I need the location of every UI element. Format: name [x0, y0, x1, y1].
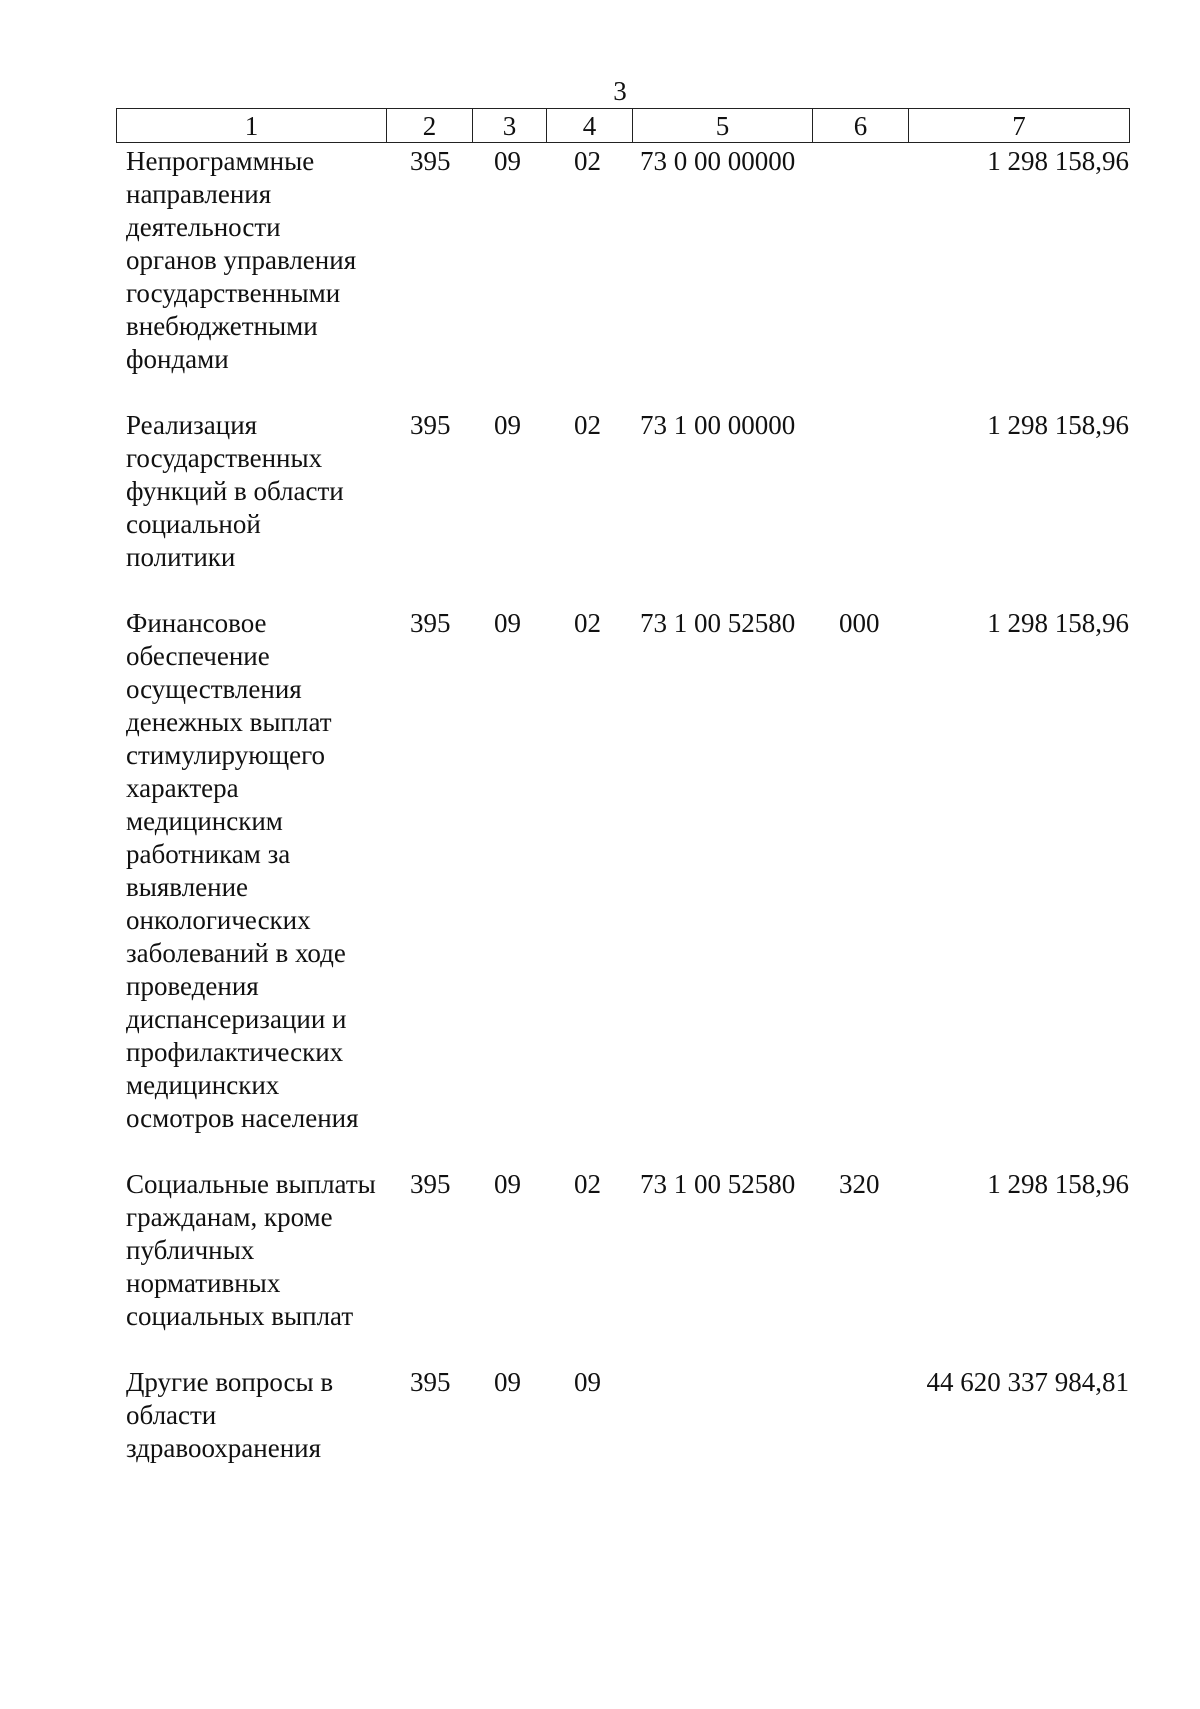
column-header-4: 4 — [547, 109, 633, 143]
row-code-3: 09 — [494, 410, 521, 440]
table-row — [116, 1366, 1129, 1465]
row-code-2: 395 — [410, 1169, 451, 1199]
row-amount: 44 620 337 984,81 — [926, 1367, 1129, 1397]
row-code-2: 395 — [410, 410, 451, 440]
row-code-5: 73 0 00 00000 — [640, 146, 796, 176]
row-code-5: 73 1 00 52580 — [640, 608, 796, 638]
row-amount: 1 298 158,96 — [987, 608, 1129, 638]
row-name: Другие вопросы в области здравоохранения — [126, 1367, 334, 1463]
table-body — [116, 145, 1129, 1498]
column-header-1: 1 — [117, 109, 387, 143]
row-code-4: 02 — [574, 410, 601, 440]
column-header-3: 3 — [473, 109, 547, 143]
row-code-6: 000 — [839, 608, 880, 638]
row-amount: 1 298 158,96 — [987, 1169, 1129, 1199]
row-code-4: 02 — [574, 1169, 601, 1199]
row-amount: 1 298 158,96 — [987, 410, 1129, 440]
row-name: Финансовое обеспечение осуществления денежных выплат стимулирующего характера медицинским работникам за выявление онкологических заболеваний в ходе проведения диспансеризации и профилактических медицинских осмотров населения — [126, 608, 359, 1133]
column-header-7: 7 — [909, 109, 1130, 143]
table-row — [116, 1168, 1129, 1333]
row-amount: 1 298 158,96 — [987, 146, 1129, 176]
row-code-5: 73 1 00 00000 — [640, 410, 796, 440]
table-row — [116, 145, 1129, 376]
row-code-2: 395 — [410, 1367, 451, 1397]
column-header-table — [116, 108, 1130, 143]
row-code-3: 09 — [494, 608, 521, 638]
row-name: Непрограммные направления деятельности органов управления государственными внебюджетными фондами — [126, 146, 357, 374]
table-row — [116, 409, 1129, 574]
row-name: Социальные выплаты гражданам, кроме публичных нормативных социальных выплат — [126, 1169, 376, 1331]
row-code-2: 395 — [410, 146, 451, 176]
row-code-5: 73 1 00 52580 — [640, 1169, 796, 1199]
row-code-2: 395 — [410, 608, 451, 638]
column-header-6: 6 — [813, 109, 909, 143]
row-code-3: 09 — [494, 1367, 521, 1397]
table-row — [116, 607, 1129, 1135]
row-code-6: 320 — [839, 1169, 880, 1199]
row-code-3: 09 — [494, 1169, 521, 1199]
column-header-2: 2 — [387, 109, 473, 143]
row-code-4: 02 — [574, 608, 601, 638]
page-number: 3 — [613, 76, 627, 106]
column-header-row — [117, 109, 1130, 143]
row-code-4: 02 — [574, 146, 601, 176]
row-name: Реализация государственных функций в области социальной политики — [126, 410, 344, 572]
row-code-3: 09 — [494, 146, 521, 176]
row-code-4: 09 — [574, 1367, 601, 1397]
column-header-5: 5 — [633, 109, 813, 143]
